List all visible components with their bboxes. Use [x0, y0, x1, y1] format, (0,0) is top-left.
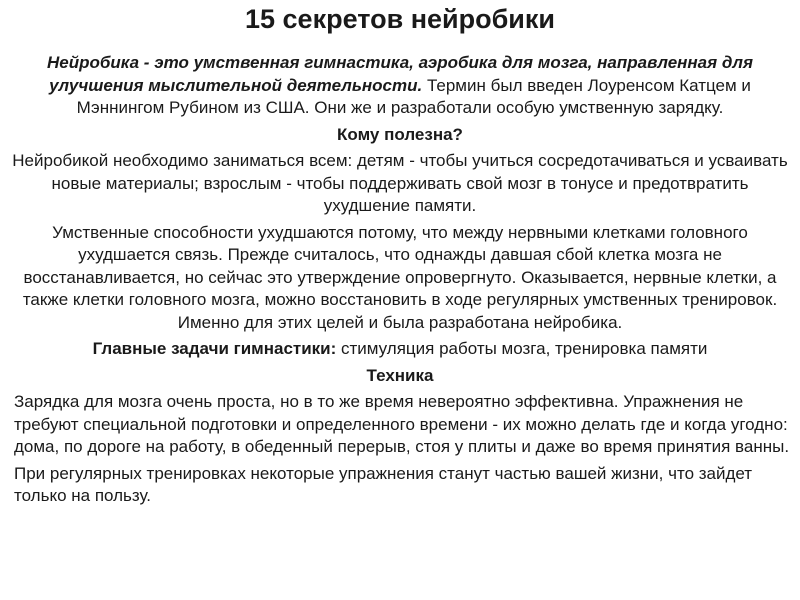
intro-paragraph: [8, 52, 792, 120]
who-paragraph: Нейробикой необходимо заниматься всем: детям - чтобы учиться сосредотачиваться и усваивать новые материалы; взрослым - чтобы поддерживать свой мозг в тонусе и предотвратить ухудшение памяти.: [12, 151, 788, 215]
reasons-paragraph: Умственные способности ухудшаются потому, что между нервными клетками головного ухудшается связь. Прежде считалось, что однажды давшая сбой клетка мозга не восстанавливается, но сейчас это утверждение опровергнуто. Оказывается, нервные клетки, а также клетки головного мозга, можно восстановить в ходе регулярных умственных тренировок. Именно для этих целей и была разработана нейробика.: [22, 222, 778, 332]
document-body: [8, 52, 792, 512]
who-heading: Кому полезна?: [337, 124, 463, 144]
tasks-label: Главные задачи гимнастики:: [92, 339, 337, 358]
regular-training-paragraph: При регулярных тренировках некоторые упражнения станут частью вашей жизни, что зайдет только на пользу.: [14, 463, 753, 505]
page-title: 15 секретов нейробики: [245, 4, 555, 34]
tasks-text: стимуляция работы мозга, тренировка памяти: [336, 339, 708, 358]
technique-paragraph: Зарядка для мозга очень проста, но в то же время невероятно эффективна. Упражнения не требуют специальной подготовки и определенного времени - их можно делать где и когда угодно: дома, по дороге на работу, в обеденный перерыв, стоя у плиты и даже во время принятия ванны.: [14, 392, 790, 456]
neurobics-definition: Нейробика - это умственная гимнастика, аэробика для мозга, направленная для улучшения мыслительной деятельности.: [47, 53, 753, 95]
tasks-paragraph: [8, 338, 792, 361]
term-origin-text: Термин был введен Лоуренсом Катцем и Мэннингом Рубином из США. Они же и разработали особую умственную зарядку.: [76, 75, 751, 117]
technique-heading: Техника: [366, 365, 434, 385]
